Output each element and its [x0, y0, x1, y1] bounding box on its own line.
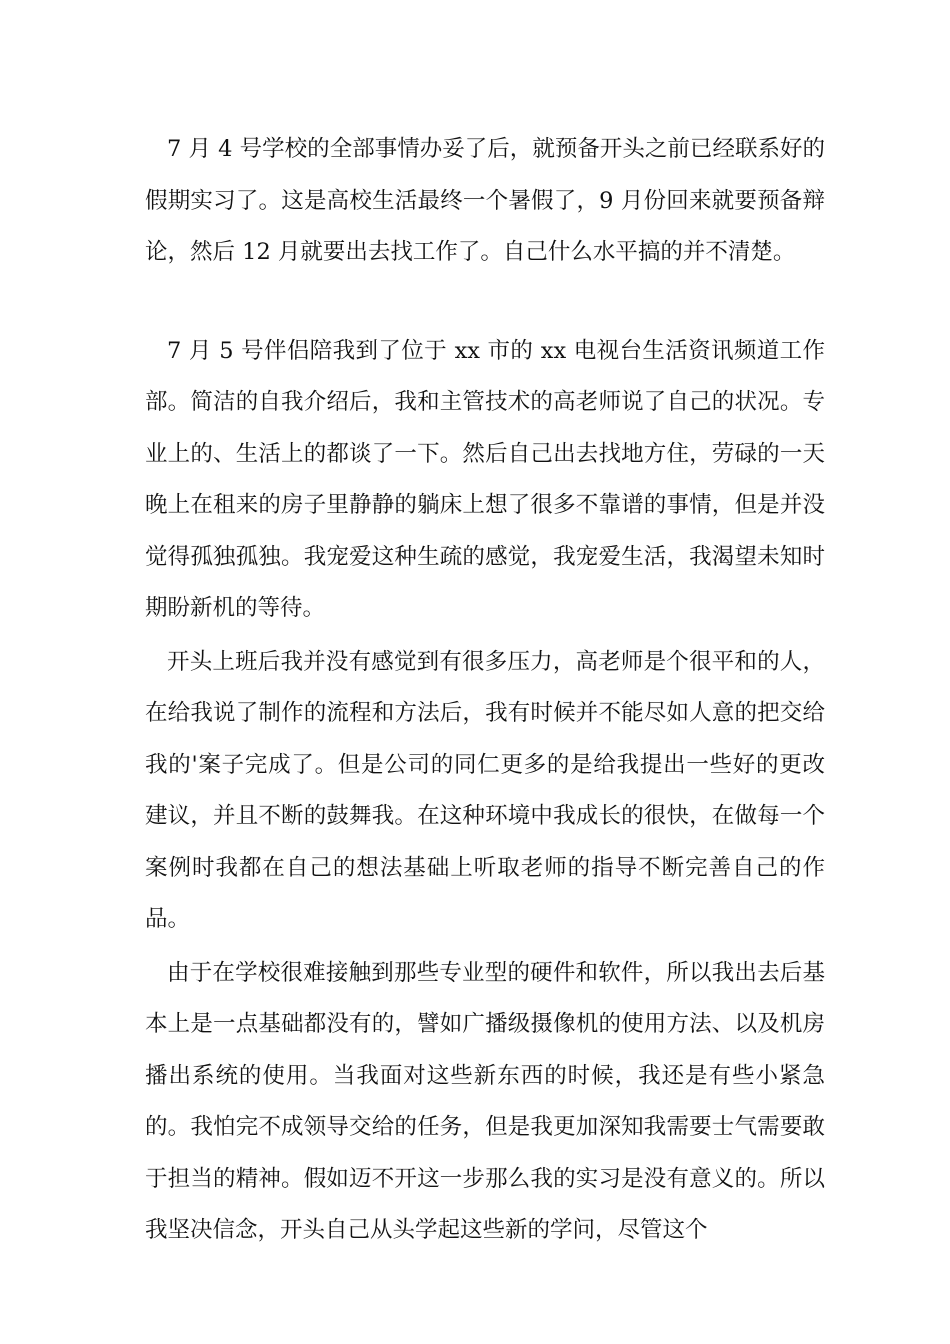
- paragraph-1: 7 月 4 号学校的全部事情办妥了后，就预备开头之前已经联系好的假期实习了。这是高校生活最终一个暑假了，9 月份回来就要预备辩论，然后 12 月就要出去找工作了。自己什么水平搞的并不清楚。: [145, 136, 825, 265]
- paragraph-spacer: [145, 279, 825, 326]
- paragraph-2: 7 月 5 号伴侣陪我到了位于 xx 市的 xx 电视台生活资讯频道工作部。简洁的自我介绍后，我和主管技术的高老师说了自己的状况。专业上的、生活上的都谈了一下。然后自己出去找地方住，劳碌的一天晚上在租来的房子里静静的躺床上想了很多不靠谱的事情，但是并没觉得孤独孤独。我宠爱这种生疏的感觉，我宠爱生活，我渴望未知时期盼新机的等待。: [145, 337, 825, 621]
- document-body: [145, 124, 825, 1257]
- paragraph-4: 由于在学校很难接触到那些专业型的硬件和软件，所以我出去后基本上是一点基础都没有的，譬如广播级摄像机的使用方法、以及机房播出系统的使用。当我面对这些新东西的时候，我还是有些小紧急的。我怕完不成领导交给的任务，但是我更加深知我需要士气需要敢于担当的精神。假如迈不开这一步那么我的实习是没有意义的。所以我坚决信念，开头自己从头学起这些新的学问，尽管这个: [145, 959, 825, 1243]
- paragraph-3: 开头上班后我并没有感觉到有很多压力，高老师是个很平和的人，在给我说了制作的流程和方法后，我有时候并不能尽如人意的把交给我的'案子完成了。但是公司的同仁更多的是给我提出一些好的更改建议，并且不断的鼓舞我。在这种环境中我成长的很快，在做每一个案例时我都在自己的想法基础上听取老师的指导不断完善自己的作品。: [145, 648, 825, 932]
